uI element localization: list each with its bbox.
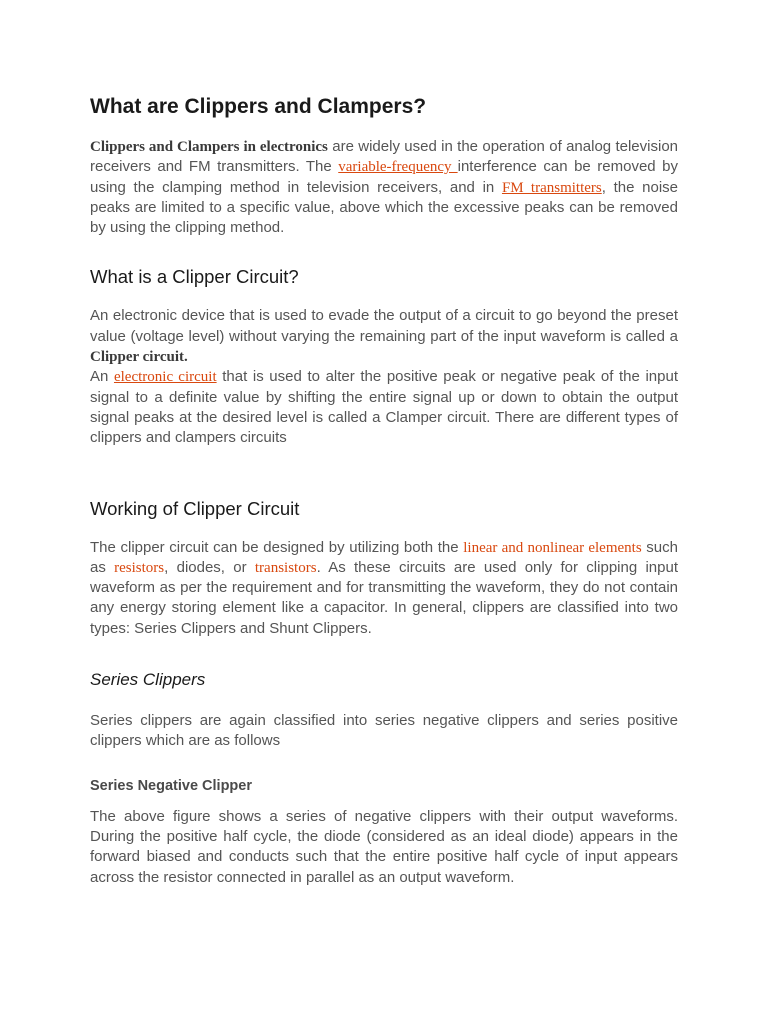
link-fm-transmitters[interactable]: FM transmitters (501, 179, 602, 196)
working-text-1: The clipper circuit can be designed by utilizing both the (90, 538, 464, 556)
clipper-def-bold: Clipper circuit. (90, 349, 188, 366)
clamper-definition-paragraph (90, 367, 678, 448)
working-text-3: , diodes, or (164, 558, 255, 576)
term-transistors: transistors (254, 559, 317, 576)
heading-series-clippers: Series Clippers (90, 670, 206, 690)
heading-clipper-circuit: What is a Clipper Circuit? (90, 266, 299, 288)
intro-lead-bold: Clippers and Clampers in electronics (90, 139, 328, 155)
working-text-4: . As these circuits are used only for clipping input waveform as per the requirement and for transmitting the waveform, they do not contain any energy storing element like a capacitor. In general, clippers are classified into two types: Series Clippers and Shunt Clippers. (90, 558, 678, 637)
working-paragraph (90, 538, 678, 639)
page-title: What are Clippers and Clampers? (90, 95, 427, 118)
intro-text-3: , the noise peaks are limited to a specific value, above which the excessive peaks can be removed by using the clipping method. (90, 178, 679, 237)
intro-paragraph (90, 137, 678, 238)
heading-series-negative-clipper: Series Negative Clipper (90, 777, 252, 794)
working-text-2: such as (90, 538, 678, 576)
link-variable-frequency[interactable]: variable-frequency (338, 159, 458, 176)
clipper-definition-paragraph (90, 306, 678, 367)
intro-text-1: are widely used in the operation of analog television receivers and FM transmitters. The (90, 138, 679, 176)
document-page (90, 88, 678, 888)
link-electronic-circuit[interactable]: electronic circuit (113, 369, 217, 386)
clamper-def-text-2: that is used to alter the positive peak or negative peak of the input signal to a definite value by shifting the entire signal up or down to obtain the output signal peaks at the desired level is called a Clamper circuit. There are different types of clippers and clampers circuits (90, 368, 678, 447)
clipper-def-text-1: An electronic device that is used to evade the output of a circuit to go beyond the preset value (voltage level) without varying the remaining part of the input waveform is called a (90, 307, 678, 345)
series-clippers-paragraph: Series clippers are again classified into series negative clippers and series positive clippers which are as follows (90, 712, 678, 750)
term-linear-nonlinear: linear and nonlinear elements (463, 539, 642, 556)
series-negative-paragraph: The above figure shows a series of negative clippers with their output waveforms. During the positive half cycle, the diode (considered as an ideal diode) appears in the forward biased and conducts such that the entire positive half cycle of input appears across the resistor connected in parallel as an output waveform. (90, 807, 678, 886)
clamper-def-text-1: An (90, 368, 114, 386)
intro-text-2: interference can be removed by using the clamping method in television receivers, and in (90, 158, 679, 196)
term-resistors: resistors (114, 559, 165, 576)
heading-working-clipper: Working of Clipper Circuit (90, 497, 300, 519)
